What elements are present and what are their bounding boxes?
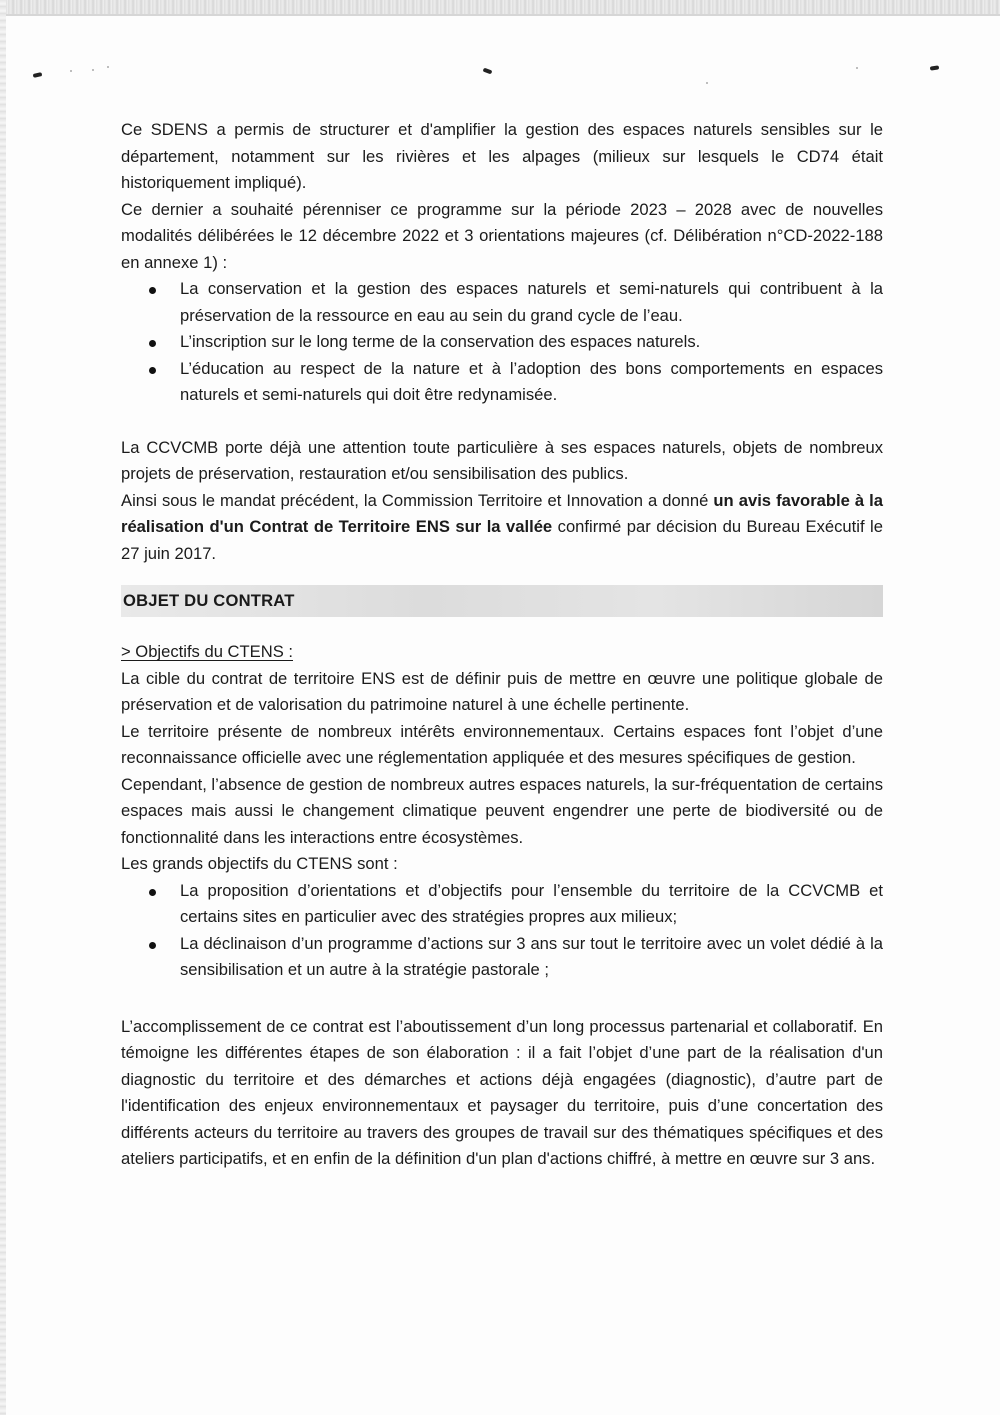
list-item-text: L’éducation au respect de la nature et à l’adoption des bons comportements en espaces naturels et semi-naturels qui doit être redynamisée. [180,358,883,404]
bullet-icon [149,367,156,374]
intro-paragraph-4 [121,488,883,568]
paragraph-text: confirmé par décision du Bureau Exécutif le 27 juin 2017. [121,517,883,563]
sub-heading-text: > Objectifs du CTENS : [121,642,293,661]
sub-heading [121,639,883,666]
list-item [121,329,883,356]
bullet-icon [149,889,156,896]
emphasis-text: un avis favorable à la réalisation d'un Contrat de Territoire ENS sur la vallée [121,490,884,536]
scan-mark [33,72,43,78]
orientations-list [121,276,883,409]
section-paragraph-4: Les grands objectifs du CTENS sont : [121,854,398,873]
scan-mark [483,68,493,75]
list-item [121,878,883,931]
scan-speck [107,66,109,68]
bullet-icon [149,340,156,347]
paragraph-spacer [121,984,883,1014]
list-item [121,276,883,329]
list-item-text: L’inscription sur le long terme de la conservation des espaces naturels. [180,332,701,351]
scan-speck [706,82,708,84]
section-paragraph-3: Cependant, l’absence de gestion de nombreux autres espaces naturels, la sur-fréquentation de certains espaces mais aussi le changement climatique peuvent engendrer une perte de biodiversité ou de fonctionnalité dans les interactions entre écosystèmes. [121,774,883,847]
list-item [121,356,883,409]
list-item-text: La conservation et la gestion des espaces naturels et semi-naturels qui contribuent à la préservation de la ressource en eau au sein du grand cycle de l’eau. [180,279,883,325]
scan-speck [92,69,94,71]
intro-paragraph-1: Ce SDENS a permis de structurer et d'amplifier la gestion des espaces naturels sensibles sur le département, notamment sur les rivières et les alpages (milieux sur lesquels le CD74 était historiquement impliqué). [121,120,883,192]
list-item-text: La proposition d’orientations et d’objectifs pour l’ensemble du territoire de la CCVCMB et certains sites en particulier avec des stratégies propres aux milieux; [180,880,883,926]
section-title: OBJET DU CONTRAT [123,591,295,610]
bullet-icon [149,942,156,949]
scan-top-edge [0,0,1000,14]
paragraph-spacer [121,617,883,639]
document-body [121,117,883,1173]
paragraph-text: Ainsi sous le mandat précédent, la Commission Territoire et Innovation a donné [121,490,714,510]
section-heading-bar [121,585,883,617]
list-item [121,931,883,984]
paragraph-spacer [121,409,883,435]
scan-left-edge [0,0,6,1415]
intro-paragraph-2: Ce dernier a souhaité pérenniser ce programme sur la période 2023 – 2028 avec de nouvelles modalités délibérées le 12 décembre 2022 et 3 orientations majeures (cf. Délibération n°CD-2022-188 en annexe 1) : [121,199,883,272]
scan-speck [70,70,72,72]
list-item-text: La déclinaison d’un programme d’actions sur 3 ans sur tout le territoire avec un volet dédié à la sensibilisation et un autre à la stratégie pastorale ; [180,933,883,979]
section-paragraph-2: Le territoire présente de nombreux intérêts environnementaux. Certains espaces font l’objet d’une reconnaissance officielle avec une réglementation appliquée et des mesures spécifiques de gestion. [121,721,883,767]
scan-mark [930,65,939,70]
scan-speck [856,67,858,69]
scan-top-line [0,14,1000,16]
section-paragraph-5: L’accomplissement de ce contrat est l’aboutissement d’un long processus partenarial et collaboratif. En témoigne les différentes étapes de son élaboration : il a fait l’objet d’une part de la réalisation d'un diagnostic du territoire et des démarches et actions déjà engagées (diagnostic), d’autre part de l'identification des enjeux environnementaux et paysager du territoire, puis d’une concertation des différents acteurs du territoire au travers des groupes de travail sur des thématiques spécifiques et des ateliers participatifs, et en enfin de la définition d'un plan d'actions chiffré, à mettre en œuvre sur 3 ans. [121,1016,883,1168]
bullet-icon [149,287,156,294]
objectives-list [121,878,883,984]
section-paragraph-1: La cible du contrat de territoire ENS est de définir puis de mettre en œuvre une politique globale de préservation et de valorisation du patrimoine naturel à une échelle pertinente. [121,668,883,714]
intro-paragraph-3: La CCVCMB porte déjà une attention toute particulière à ses espaces naturels, objets de nombreux projets de préservation, restauration et/ou sensibilisation des publics. [121,437,883,483]
